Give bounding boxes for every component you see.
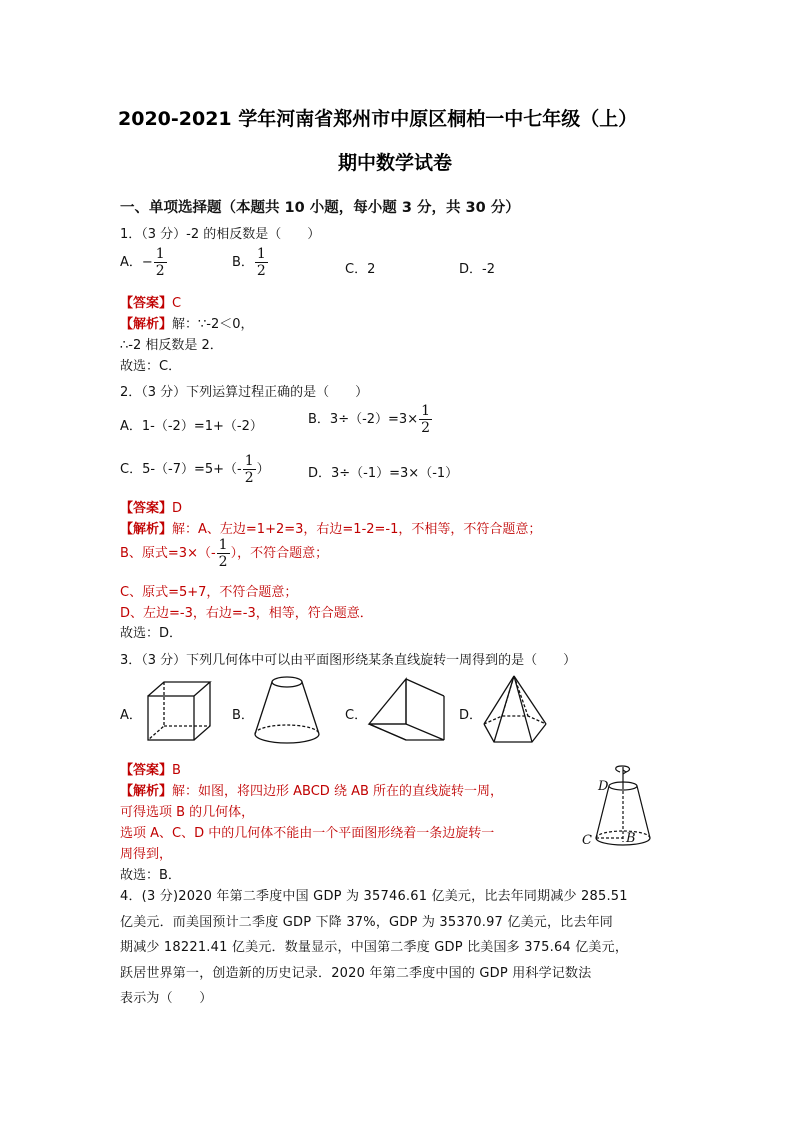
question-3-option-d-label: D． <box>459 708 483 723</box>
fraction-numerator: 1 <box>218 537 228 553</box>
question-4-line3: 期减少 18221.41 亿美元．数量显示，中国第二季度 GDP 比美国多 375.64 亿美元， <box>120 940 629 955</box>
question-1-stem: 1．（3 分）-2 的相反数是（ ） <box>120 227 321 242</box>
question-3-answer <box>120 759 181 778</box>
analysis-tag: 【解析】 <box>120 522 173 537</box>
figure-label-d: D <box>598 779 609 794</box>
question-1-option-d: D．-2 <box>459 262 495 277</box>
question-4 <box>120 884 628 1012</box>
question-2-option-c <box>120 453 270 486</box>
question-3-option-c-label: C． <box>345 708 368 723</box>
answer-value: D <box>172 501 183 516</box>
figure-label-b: B <box>626 831 636 846</box>
question-2-stem: 2．（3 分）下列运算过程正确的是（ ） <box>120 385 369 400</box>
question-2-answer <box>120 497 182 516</box>
answer-value: C <box>172 296 182 311</box>
option-b-label: B． <box>232 255 254 270</box>
question-3-option-a-label: A． <box>120 708 142 723</box>
question-3-analysis-line2: 可得选项 B 的几何体， <box>120 805 255 820</box>
analysis-tag: 【解析】 <box>120 317 173 332</box>
question-2-analysis-line2 <box>120 537 328 570</box>
question-2-analysis <box>120 518 541 537</box>
answer-tag: 【答案】 <box>120 763 173 778</box>
fraction-numerator: 1 <box>421 403 431 419</box>
fraction-denominator: 2 <box>244 470 254 486</box>
fraction <box>419 403 432 436</box>
cube-figure <box>146 680 212 742</box>
option-a-label: A．− <box>120 255 153 270</box>
triangular-prism-figure <box>366 676 446 744</box>
question-4-line5: 表示为（ ） <box>120 991 213 1006</box>
fraction <box>217 537 230 570</box>
section-heading: 一、单项选择题（本题共 10 小题，每小题 3 分，共 30 分） <box>120 200 520 216</box>
question-4-line1: 4．(3 分)2020 年第二季度中国 GDP 为 35746.61 亿美元，比去年同期减少 285.51 <box>120 889 628 904</box>
fraction <box>243 453 256 486</box>
question-2-option-b <box>308 403 433 436</box>
option-c-close: ） <box>256 462 270 477</box>
question-2-option-a: A．1-（-2）=1+（-2） <box>120 419 263 434</box>
answer-value: B <box>172 763 181 778</box>
question-2-option-d: D．3÷（-1）=3×（-1） <box>308 466 459 481</box>
fraction-numerator: 1 <box>155 246 165 262</box>
question-3-stem: 3．（3 分）下列几何体中可以由平面图形绕某条直线旋转一周得到的是（ ） <box>120 653 577 668</box>
page-title-line2: 期中数学试卷 <box>338 152 453 174</box>
analysis-text: 解：∵-2＜0， <box>172 317 254 332</box>
question-4-line4: 跃居世界第一，创造新的历史记录．2020 年第二季度中国的 GDP 用科学记数法 <box>120 965 592 981</box>
analysis-text-close: ），不符合题意； <box>230 546 329 561</box>
question-3-analysis-line4: 周得到， <box>120 847 173 862</box>
fraction <box>154 246 167 279</box>
question-2-conclusion: 故选：D． <box>120 626 183 641</box>
pyramid-figure <box>482 674 548 748</box>
frustum-figure <box>252 674 322 746</box>
fraction-denominator: 2 <box>218 554 228 570</box>
question-2-analysis-line4: D、左边=-3，右边=-3，相等，符合题意． <box>120 606 373 621</box>
question-4-line2: 亿美元．而美国预计二季度 GDP 下降 37%，GDP 为 35370.97 亿美元，比去年同 <box>120 914 613 930</box>
analysis-tag: 【解析】 <box>120 784 173 799</box>
fraction-numerator: 1 <box>244 453 254 469</box>
fraction-numerator: 1 <box>256 246 266 262</box>
question-1-option-a <box>120 246 168 279</box>
question-1-answer <box>120 292 181 311</box>
answer-tag: 【答案】 <box>120 296 173 311</box>
analysis-text: 解：A、左边=1+2=3，右边=1-2=-1，不相等，不符合题意； <box>172 522 542 537</box>
figure-label-c: C <box>582 833 592 848</box>
answer-tag: 【答案】 <box>120 501 173 516</box>
question-3-analysis-line3: 选项 A、C、D 中的几何体不能由一个平面图形绕着一条边旋转一 <box>120 826 495 841</box>
question-3-conclusion: 故选：B． <box>120 868 181 883</box>
fraction <box>255 246 268 279</box>
question-1-option-b <box>232 246 269 279</box>
question-1-analysis-line2: ∴-2 相反数是 2． <box>120 338 223 353</box>
question-1-option-c: C．2 <box>345 262 376 277</box>
page-title-line1: 2020-2021 学年河南省郑州市中原区桐柏一中七年级（上） <box>118 108 638 130</box>
analysis-text: B、原式=3×（- <box>120 546 216 561</box>
option-c-text: C．5-（-7）=5+（- <box>120 462 242 477</box>
fraction-denominator: 2 <box>256 263 266 279</box>
option-b-text: B．3÷（-2）=3× <box>308 412 419 427</box>
question-2-analysis-line3: C、原式=5+7，不符合题意； <box>120 585 298 600</box>
rotation-frustum-figure <box>578 764 678 856</box>
question-1-conclusion: 故选：C． <box>120 359 182 374</box>
question-1-analysis <box>120 313 254 332</box>
fraction-denominator: 2 <box>155 263 165 279</box>
fraction-denominator: 2 <box>421 420 431 436</box>
question-3-analysis <box>120 780 503 799</box>
analysis-text: 解：如图，将四边形 ABCD 绕 AB 所在的直线旋转一周， <box>172 784 504 799</box>
question-3-option-b-label: B． <box>232 708 254 723</box>
